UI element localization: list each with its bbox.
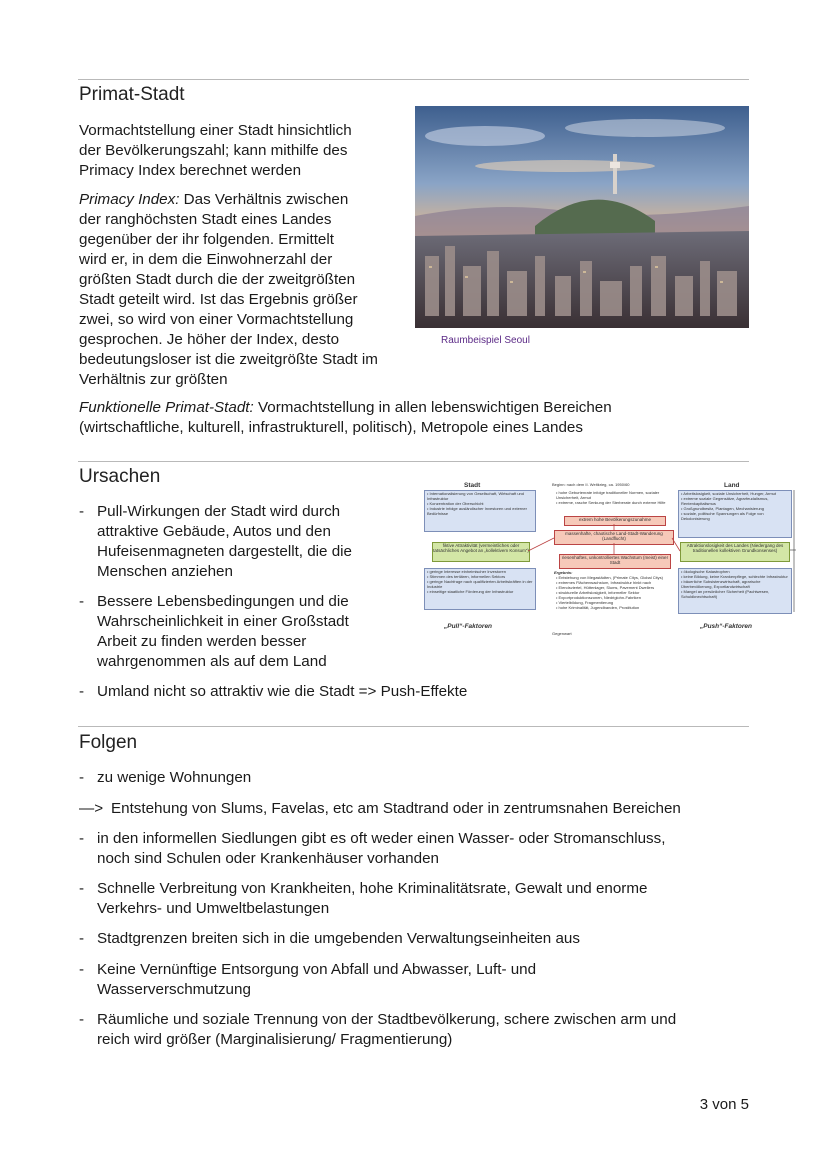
diagram-land-title: Land bbox=[724, 482, 740, 489]
push-pull-diagram bbox=[424, 480, 828, 638]
diagram-list-item: • Entstehung von Megastädten, (Primate Citys, Global Citys) bbox=[556, 575, 664, 580]
seoul-photo bbox=[415, 106, 749, 328]
bullet-dash: - bbox=[79, 1011, 85, 1028]
bullet-dash: - bbox=[79, 880, 85, 897]
folgen-item-line: zu wenige Wohnungen bbox=[97, 769, 252, 786]
diagram-list-item: • Mangel an persönlicher Sicherheit (Pachtwesen, Schuldknechtschaft) bbox=[681, 589, 770, 599]
stadt-green-box: fiktive Attraktivität (vermeintliches oder tatsächliches Angebot an „kollektivem Konsum“) bbox=[432, 542, 530, 562]
primacy-index-line: der ranghöchsten Stadt eines Landes bbox=[79, 211, 332, 228]
diagram-list-item: • strukturelle Arbeitslosigkeit, informeller Sektor bbox=[556, 590, 640, 595]
primacy-index-line: wird er, in dem die Einwohnerzahl der bbox=[79, 251, 333, 268]
diagram-stadt-title: Stadt bbox=[464, 482, 481, 489]
ursachen-item-line: Umland nicht so attraktiv wie die Stadt => Push-Effekte bbox=[97, 683, 468, 700]
primacy-index-line: bedeutungsloser ist die zweitgrößte Stadt im bbox=[79, 351, 378, 368]
diagram-list-item: • Industrie infolge ausländischer Investoren und externer Bedürfnisse bbox=[427, 506, 527, 516]
bullet-dash: - bbox=[79, 683, 85, 700]
folgen-item-line: Keine Vernünftige Entsorgung von Abfall und Abwasser, Luft- und bbox=[97, 961, 537, 978]
section-heading-ursachen: Ursachen bbox=[79, 466, 161, 487]
folgen-item-line: Wasserverschmutzung bbox=[97, 981, 251, 998]
diagram-list-item: • extreme, rasche Senkung der Sterberate durch externe Hilfe bbox=[556, 500, 666, 505]
primacy-index-line: gegenüber der ihr folgenden. Ermittelt bbox=[79, 231, 334, 248]
folgen-item-line: Entstehung von Slums, Favelas, etc am Stadtrand oder in zentrumsnahen Bereichen bbox=[111, 800, 681, 817]
folgen-item-line: Schnelle Verbreitung von Krankheiten, hohe Kriminalitätsrate, Gewalt und enorme bbox=[97, 880, 648, 897]
primacy-index-line bbox=[79, 190, 348, 210]
arrow-marker: —> bbox=[79, 800, 104, 817]
diagram-top-center: Beginn: nach dem II. Weltkrieg, ca. 1950/60 bbox=[552, 482, 630, 487]
ursachen-item-line: wahrgenommen als auf dem Land bbox=[97, 653, 327, 670]
section-heading-folgen: Folgen bbox=[79, 732, 138, 753]
ursachen-item-line: Wahrscheinlichkeit in einer Großstadt bbox=[97, 613, 349, 630]
bullet-dash: - bbox=[79, 830, 85, 847]
intro-line: Vormachtstellung einer Stadt hinsichtlich bbox=[79, 122, 352, 139]
page-number: 3 von 5 bbox=[699, 1096, 749, 1113]
diagram-list-item: • Viertelbildung, Fragmentierung bbox=[556, 600, 614, 605]
primacy-index-term: Primacy Index: bbox=[79, 191, 180, 208]
functional-term: Funktionelle Primat-Stadt: bbox=[79, 399, 254, 416]
land-green-box: Attraktionslosigkeit des Landes (Niedergang des traditionellen kollektiven Grundkonsenses) bbox=[680, 542, 790, 562]
diagram-list-item: • Exportproduktionszonen, Niedriglohn-Fabriken bbox=[556, 595, 642, 600]
ursachen-item-line: Arbeit zu finden werden besser bbox=[97, 633, 307, 650]
ursachen-item-line: Pull-Wirkungen der Stadt wird durch bbox=[97, 503, 341, 520]
functional-primate-line1 bbox=[79, 398, 612, 418]
ursachen-item-line: Menschen anziehen bbox=[97, 563, 233, 580]
primacy-index-line: größten Stadt durch die der zweitgrößten bbox=[79, 271, 356, 288]
diagram-list-item: • extremes Flächenwachstum, Infrastruktur hinkt nach bbox=[556, 580, 652, 585]
primacy-index-line: Stadt geteilt wird. Ist das Ergebnis größer bbox=[79, 291, 358, 308]
diagram-list-item: • ökologische Katastrophen bbox=[681, 569, 730, 574]
photo-caption: Raumbeispiel Seoul bbox=[441, 335, 530, 346]
primacy-index-line: gesprochen. Je höher der Index, desto bbox=[79, 331, 340, 348]
center-result-title: Ergebnis: bbox=[554, 570, 573, 575]
intro-line: Primacy Index berechnet werden bbox=[79, 162, 302, 179]
diagram-list-item: • Stimmen des tertiären, informellen Sektors bbox=[427, 574, 506, 579]
bullet-dash: - bbox=[79, 930, 85, 947]
diagram-list-item: • hohe Geburtenrate infolge traditioneller Normen, sozialer Unsicherheit, Armut bbox=[556, 490, 660, 500]
bullet-dash: - bbox=[79, 961, 85, 978]
folgen-item-line: Räumliche und soziale Trennung von der Stadtbevölkerung, schere zwischen arm und bbox=[97, 1011, 677, 1028]
diagram-list-item: • Großgrundbesitz, Plantagen, Mechanisierung bbox=[681, 506, 765, 511]
folgen-item-line: reich wird größer (Marginalisierung/ Fragmentierung) bbox=[97, 1031, 453, 1048]
functional-text: Vormachtstellung in allen lebenswichtigen Bereichen bbox=[253, 399, 612, 416]
divider bbox=[78, 79, 749, 80]
ursachen-item-line: Hufeisenmagneten dargestellt, die die bbox=[97, 543, 352, 560]
bullet-dash: - bbox=[79, 503, 85, 520]
functional-primate-line2: (wirtschaftliche, kulturell, infrastrukturell, politisch), Metropole eines Landes bbox=[79, 419, 583, 436]
diagram-list-item: • soziale, politische Spannungen als Folge von Dekolonisierung bbox=[681, 511, 764, 521]
ursachen-item-line: Bessere Lebensbedingungen und die bbox=[97, 593, 349, 610]
intro-line: der Bevölkerungszahl; kann mithilfe des bbox=[79, 142, 348, 159]
diagram-list-item: • Elendsviertel, Hüttenlager, Slums, Pavement Dwellers bbox=[556, 585, 655, 590]
folgen-item-line: Stadtgrenzen breiten sich in die umgebenden Verwaltungseinheiten aus bbox=[97, 930, 580, 947]
diagram-list-item: • geringe Interesse einheimischer Investoren bbox=[427, 569, 506, 574]
section-heading-primat: Primat-Stadt bbox=[79, 84, 185, 105]
folgen-item-line: in den informellen Siedlungen gibt es oft weder einen Wasser- oder Stromanschluss, bbox=[97, 830, 666, 847]
diagram-list-item: • Arbeitslosigkeit, soziale Unsicherheit, Hunger, Armut bbox=[681, 491, 776, 496]
diagram-list-item: • Internationalisierung von Gesellschaft, Wirtschaft und Infrastruktur bbox=[427, 491, 525, 501]
push-label: „Push“-Faktoren bbox=[700, 623, 753, 630]
center-red-3: riesenhaftes, unkontrolliertes Wachstum (meist) einer Stadt bbox=[559, 554, 671, 569]
primacy-index-text: Das Verhältnis zwischen bbox=[179, 191, 349, 208]
diagram-list-item: • Konzentration der Oberschicht bbox=[427, 501, 484, 506]
folgen-item-line: Verkehrs- und Umweltbelastungen bbox=[97, 900, 330, 917]
diagram-list-item: • keine Bildung, keine Krankenpflege, schlechte Infrastruktur bbox=[681, 574, 788, 579]
divider bbox=[78, 726, 749, 727]
diagram-list-item: • hohe Kriminalität, Jugendbanden, Prostitution bbox=[556, 605, 640, 610]
diagram-list-item: • bäuerliche Subsistenzwirtschaft, agrarische Überbevölkerung, Exportlandwirtschaft bbox=[681, 579, 761, 589]
center-red-1: extrem hohe Bevölkerungszunahme bbox=[564, 516, 666, 526]
diagram-list-item: • geringe Nachfrage nach qualifizierten Arbeitskräften in der Industrie bbox=[427, 579, 533, 589]
pull-label: „Pull“-Faktoren bbox=[444, 623, 493, 630]
bullet-dash: - bbox=[79, 593, 85, 610]
ursachen-item-line: attraktive Gebäude, Autos und den bbox=[97, 523, 331, 540]
bullet-dash: - bbox=[79, 769, 85, 786]
primacy-index-line: Verhältnis zur größten bbox=[79, 371, 228, 388]
divider bbox=[78, 461, 749, 462]
center-bottom: Gegenwart bbox=[552, 631, 572, 636]
folgen-item-line: noch sind Schulen oder Krankenhäuser vorhanden bbox=[97, 850, 439, 867]
diagram-list-item: • einseitige staatliche Förderung der Infrastruktur bbox=[427, 589, 514, 594]
primacy-index-line: zwei, so wird von einer Vormachtstellung bbox=[79, 311, 354, 328]
center-red-2: massenhafte, chaotische Land-Stadt-Wanderung (Landflucht) bbox=[554, 530, 674, 545]
diagram-list-item: • extreme soziale Gegensätze, Agrarfeudalismus, Rentenkapitalismus bbox=[681, 496, 769, 506]
